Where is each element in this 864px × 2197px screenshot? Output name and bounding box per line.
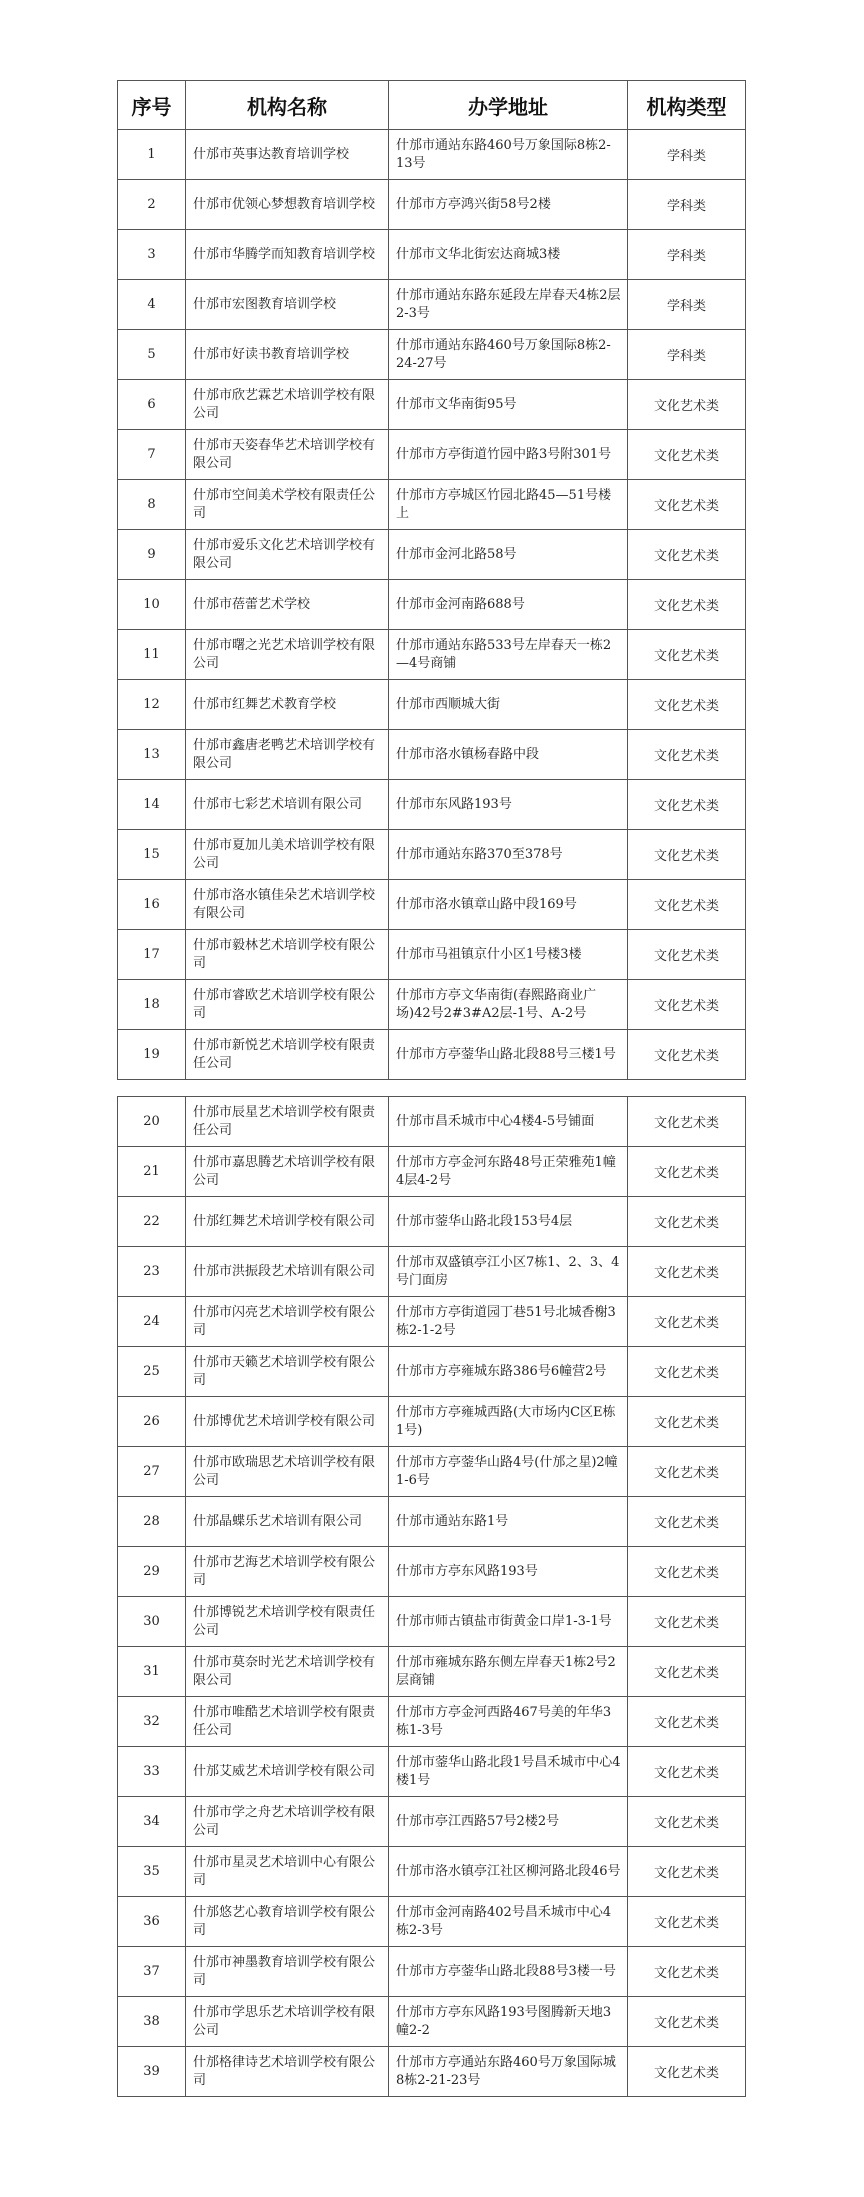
cell-type: 文化艺术类 <box>628 730 746 780</box>
table-row <box>118 530 746 580</box>
cell-address: 什邡市方亭城区竹园北路45—51号楼上 <box>389 480 628 530</box>
table-row <box>118 980 746 1030</box>
cell-type: 文化艺术类 <box>628 880 746 930</box>
table-body-part-1 <box>118 130 746 1080</box>
cell-seq: 31 <box>118 1647 186 1697</box>
table-row <box>118 830 746 880</box>
cell-seq: 26 <box>118 1397 186 1447</box>
cell-address: 什邡市洛水镇杨春路中段 <box>389 730 628 780</box>
header-name: 机构名称 <box>186 81 389 130</box>
cell-type: 文化艺术类 <box>628 430 746 480</box>
cell-address: 什邡市方亭街道园丁巷51号北城香榭3栋2-1-2号 <box>389 1297 628 1347</box>
cell-type: 文化艺术类 <box>628 630 746 680</box>
cell-name: 什邡市优领心梦想教育培训学校 <box>186 180 389 230</box>
cell-type: 学科类 <box>628 130 746 180</box>
table-row <box>118 280 746 330</box>
cell-name: 什邡市学思乐艺术培训学校有限公司 <box>186 1997 389 2047</box>
cell-name: 什邡市睿欧艺术培训学校有限公司 <box>186 980 389 1030</box>
cell-address: 什邡市通站东路460号万象国际8栋2-13号 <box>389 130 628 180</box>
table-row <box>118 430 746 480</box>
cell-address: 什邡市方亭金河东路48号正荣雅苑1幢4层4-2号 <box>389 1147 628 1197</box>
cell-type: 文化艺术类 <box>628 1547 746 1597</box>
cell-address: 什邡市方亭文华南街(春熙路商业广场)42号2#3#A2层-1号、A-2号 <box>389 980 628 1030</box>
table-body-part-2 <box>118 1097 746 2097</box>
cell-name: 什邡市唯酷艺术培训学校有限责任公司 <box>186 1697 389 1747</box>
cell-type: 文化艺术类 <box>628 1197 746 1247</box>
cell-seq: 37 <box>118 1947 186 1997</box>
table-row <box>118 880 746 930</box>
cell-seq: 19 <box>118 1030 186 1080</box>
cell-type: 文化艺术类 <box>628 1847 746 1897</box>
cell-seq: 27 <box>118 1447 186 1497</box>
cell-name: 什邡博优艺术培训学校有限公司 <box>186 1397 389 1447</box>
header-address: 办学地址 <box>389 81 628 130</box>
cell-seq: 24 <box>118 1297 186 1347</box>
cell-type: 文化艺术类 <box>628 680 746 730</box>
cell-name: 什邡市欣艺霖艺术培训学校有限公司 <box>186 380 389 430</box>
cell-address: 什邡市文华南街95号 <box>389 380 628 430</box>
cell-name: 什邡格律诗艺术培训学校有限公司 <box>186 2047 389 2097</box>
cell-seq: 36 <box>118 1897 186 1947</box>
cell-address: 什邡市洛水镇亭江社区柳河路北段46号 <box>389 1847 628 1897</box>
cell-address: 什邡市方亭街道竹园中路3号附301号 <box>389 430 628 480</box>
cell-seq: 2 <box>118 180 186 230</box>
cell-address: 什邡市亭江西路57号2楼2号 <box>389 1797 628 1847</box>
cell-address: 什邡市金河北路58号 <box>389 530 628 580</box>
cell-address: 什邡市昌禾城市中心4楼4-5号铺面 <box>389 1097 628 1147</box>
table-row <box>118 1030 746 1080</box>
cell-name: 什邡晶蝶乐艺术培训有限公司 <box>186 1497 389 1547</box>
cell-name: 什邡市神墨教育培训学校有限公司 <box>186 1947 389 1997</box>
cell-address: 什邡市文华北街宏达商城3楼 <box>389 230 628 280</box>
cell-seq: 22 <box>118 1197 186 1247</box>
cell-seq: 38 <box>118 1997 186 2047</box>
cell-type: 文化艺术类 <box>628 1997 746 2047</box>
header-seq: 序号 <box>118 81 186 130</box>
table-row <box>118 1497 746 1547</box>
table-row <box>118 1697 746 1747</box>
cell-address: 什邡市通站东路370至378号 <box>389 830 628 880</box>
table-row <box>118 730 746 780</box>
table-row <box>118 630 746 680</box>
cell-name: 什邡市英事达教育培训学校 <box>186 130 389 180</box>
cell-name: 什邡市洪振段艺术培训有限公司 <box>186 1247 389 1297</box>
cell-name: 什邡红舞艺术培训学校有限公司 <box>186 1197 389 1247</box>
table-row <box>118 580 746 630</box>
cell-name: 什邡市莫奈时光艺术培训学校有限公司 <box>186 1647 389 1697</box>
cell-type: 文化艺术类 <box>628 1397 746 1447</box>
cell-type: 文化艺术类 <box>628 1447 746 1497</box>
cell-seq: 13 <box>118 730 186 780</box>
cell-type: 文化艺术类 <box>628 1797 746 1847</box>
institution-table-part-1 <box>117 80 746 1080</box>
cell-address: 什邡市方亭蓥华山路北段88号三楼1号 <box>389 1030 628 1080</box>
table-row <box>118 1847 746 1897</box>
cell-type: 文化艺术类 <box>628 1030 746 1080</box>
table-row <box>118 1147 746 1197</box>
cell-name: 什邡市艺海艺术培训学校有限公司 <box>186 1547 389 1597</box>
table-row <box>118 1397 746 1447</box>
cell-seq: 5 <box>118 330 186 380</box>
cell-type: 文化艺术类 <box>628 580 746 630</box>
cell-name: 什邡市夏加儿美术培训学校有限公司 <box>186 830 389 880</box>
cell-seq: 10 <box>118 580 186 630</box>
cell-seq: 28 <box>118 1497 186 1547</box>
table-row <box>118 230 746 280</box>
table-row <box>118 1647 746 1697</box>
cell-address: 什邡市通站东路460号万象国际8栋2-24-27号 <box>389 330 628 380</box>
cell-seq: 18 <box>118 980 186 1030</box>
cell-type: 文化艺术类 <box>628 1647 746 1697</box>
cell-name: 什邡市华腾学而知教育培训学校 <box>186 230 389 280</box>
cell-address: 什邡市方亭蓥华山路北段88号3楼一号 <box>389 1947 628 1997</box>
cell-type: 文化艺术类 <box>628 830 746 880</box>
cell-address: 什邡市雍城东路东侧左岸春天1栋2号2层商铺 <box>389 1647 628 1697</box>
table-row <box>118 680 746 730</box>
cell-name: 什邡市星灵艺术培训中心有限公司 <box>186 1847 389 1897</box>
cell-seq: 14 <box>118 780 186 830</box>
cell-type: 文化艺术类 <box>628 2047 746 2097</box>
cell-seq: 32 <box>118 1697 186 1747</box>
cell-address: 什邡市方亭东风路193号图腾新天地3幢2-2 <box>389 1997 628 2047</box>
cell-address: 什邡市通站东路1号 <box>389 1497 628 1547</box>
cell-address: 什邡市方亭东风路193号 <box>389 1547 628 1597</box>
cell-seq: 1 <box>118 130 186 180</box>
cell-address: 什邡市西顺城大街 <box>389 680 628 730</box>
cell-seq: 23 <box>118 1247 186 1297</box>
cell-type: 文化艺术类 <box>628 1347 746 1397</box>
cell-name: 什邡市学之舟艺术培训学校有限公司 <box>186 1797 389 1847</box>
cell-name: 什邡市宏图教育培训学校 <box>186 280 389 330</box>
cell-address: 什邡市双盛镇亭江小区7栋1、2、3、4号门面房 <box>389 1247 628 1297</box>
table-row <box>118 1447 746 1497</box>
cell-name: 什邡市爱乐文化艺术培训学校有限公司 <box>186 530 389 580</box>
cell-name: 什邡市洛水镇佳朵艺术培训学校有限公司 <box>186 880 389 930</box>
table-row <box>118 1997 746 2047</box>
cell-seq: 25 <box>118 1347 186 1397</box>
cell-name: 什邡博锐艺术培训学校有限责任公司 <box>186 1597 389 1647</box>
table-row <box>118 780 746 830</box>
table-row <box>118 1947 746 1997</box>
table-row <box>118 330 746 380</box>
cell-address: 什邡市方亭鸿兴街58号2楼 <box>389 180 628 230</box>
cell-address: 什邡市蓥华山路北段1号昌禾城市中心4楼1号 <box>389 1747 628 1797</box>
table-row <box>118 1197 746 1247</box>
cell-seq: 3 <box>118 230 186 280</box>
cell-address: 什邡市方亭雍城西路(大市场内C区E栋1号) <box>389 1397 628 1447</box>
table-row <box>118 1547 746 1597</box>
cell-address: 什邡市方亭通站东路460号万象国际城8栋2-21-23号 <box>389 2047 628 2097</box>
cell-address: 什邡市金河南路402号昌禾城市中心4栋2-3号 <box>389 1897 628 1947</box>
cell-seq: 8 <box>118 480 186 530</box>
table-row <box>118 1247 746 1297</box>
cell-type: 文化艺术类 <box>628 1697 746 1747</box>
table-row <box>118 180 746 230</box>
cell-seq: 33 <box>118 1747 186 1797</box>
header-type: 机构类型 <box>628 81 746 130</box>
table-row <box>118 480 746 530</box>
cell-address: 什邡市方亭蓥华山路4号(什邡之星)2幢1-6号 <box>389 1447 628 1497</box>
cell-name: 什邡市闪亮艺术培训学校有限公司 <box>186 1297 389 1347</box>
cell-address: 什邡市师古镇盐市街黄金口岸1-3-1号 <box>389 1597 628 1647</box>
cell-type: 文化艺术类 <box>628 1597 746 1647</box>
cell-seq: 39 <box>118 2047 186 2097</box>
table-row <box>118 1747 746 1797</box>
cell-address: 什邡市通站东路533号左岸春天一栋2—4号商铺 <box>389 630 628 680</box>
cell-name: 什邡市空间美术学校有限责任公司 <box>186 480 389 530</box>
cell-seq: 30 <box>118 1597 186 1647</box>
table-row <box>118 2047 746 2097</box>
cell-type: 文化艺术类 <box>628 1247 746 1297</box>
cell-type: 学科类 <box>628 230 746 280</box>
cell-address: 什邡市洛水镇章山路中段169号 <box>389 880 628 930</box>
cell-seq: 4 <box>118 280 186 330</box>
cell-address: 什邡市通站东路东延段左岸春天4栋2层2-3号 <box>389 280 628 330</box>
cell-name: 什邡市欧瑞思艺术培训学校有限公司 <box>186 1447 389 1497</box>
table-row <box>118 1097 746 1147</box>
cell-name: 什邡市蓓蕾艺术学校 <box>186 580 389 630</box>
cell-type: 文化艺术类 <box>628 1897 746 1947</box>
cell-address: 什邡市金河南路688号 <box>389 580 628 630</box>
cell-seq: 29 <box>118 1547 186 1597</box>
cell-address: 什邡市东风路193号 <box>389 780 628 830</box>
cell-name: 什邡悠艺心教育培训学校有限公司 <box>186 1897 389 1947</box>
table-row <box>118 930 746 980</box>
cell-type: 文化艺术类 <box>628 780 746 830</box>
cell-name: 什邡市毅林艺术培训学校有限公司 <box>186 930 389 980</box>
table-row <box>118 130 746 180</box>
cell-type: 文化艺术类 <box>628 980 746 1030</box>
cell-seq: 16 <box>118 880 186 930</box>
cell-seq: 20 <box>118 1097 186 1147</box>
cell-type: 文化艺术类 <box>628 530 746 580</box>
cell-seq: 7 <box>118 430 186 480</box>
cell-seq: 9 <box>118 530 186 580</box>
table-header-row <box>118 81 746 130</box>
table-row <box>118 1297 746 1347</box>
cell-seq: 12 <box>118 680 186 730</box>
cell-seq: 21 <box>118 1147 186 1197</box>
institution-table-part-2 <box>117 1096 746 2097</box>
cell-name: 什邡市好读书教育培训学校 <box>186 330 389 380</box>
cell-type: 文化艺术类 <box>628 1947 746 1997</box>
cell-seq: 35 <box>118 1847 186 1897</box>
cell-type: 学科类 <box>628 330 746 380</box>
cell-type: 文化艺术类 <box>628 1097 746 1147</box>
cell-name: 什邡艾威艺术培训学校有限公司 <box>186 1747 389 1797</box>
cell-type: 文化艺术类 <box>628 480 746 530</box>
table-row <box>118 1347 746 1397</box>
cell-name: 什邡市嘉思腾艺术培训学校有限公司 <box>186 1147 389 1197</box>
cell-type: 文化艺术类 <box>628 1747 746 1797</box>
cell-type: 学科类 <box>628 180 746 230</box>
cell-name: 什邡市红舞艺术教育学校 <box>186 680 389 730</box>
cell-name: 什邡市天籁艺术培训学校有限公司 <box>186 1347 389 1397</box>
table-row <box>118 1797 746 1847</box>
cell-seq: 34 <box>118 1797 186 1847</box>
cell-name: 什邡市曙之光艺术培训学校有限公司 <box>186 630 389 680</box>
cell-seq: 11 <box>118 630 186 680</box>
cell-name: 什邡市新悦艺术培训学校有限责任公司 <box>186 1030 389 1080</box>
cell-address: 什邡市方亭金河西路467号美的年华3栋1-3号 <box>389 1697 628 1747</box>
table-row <box>118 1897 746 1947</box>
table-row <box>118 380 746 430</box>
cell-seq: 6 <box>118 380 186 430</box>
table-row <box>118 1597 746 1647</box>
cell-type: 文化艺术类 <box>628 1497 746 1547</box>
cell-seq: 15 <box>118 830 186 880</box>
cell-address: 什邡市马祖镇京什小区1号楼3楼 <box>389 930 628 980</box>
cell-seq: 17 <box>118 930 186 980</box>
cell-name: 什邡市鑫唐老鸭艺术培训学校有限公司 <box>186 730 389 780</box>
cell-address: 什邡市方亭雍城东路386号6幢营2号 <box>389 1347 628 1397</box>
cell-name: 什邡市辰星艺术培训学校有限责任公司 <box>186 1097 389 1147</box>
cell-address: 什邡市蓥华山路北段153号4层 <box>389 1197 628 1247</box>
cell-type: 文化艺术类 <box>628 1147 746 1197</box>
cell-type: 学科类 <box>628 280 746 330</box>
cell-type: 文化艺术类 <box>628 930 746 980</box>
cell-name: 什邡市七彩艺术培训有限公司 <box>186 780 389 830</box>
cell-type: 文化艺术类 <box>628 1297 746 1347</box>
cell-name: 什邡市天姿春华艺术培训学校有限公司 <box>186 430 389 480</box>
cell-type: 文化艺术类 <box>628 380 746 430</box>
